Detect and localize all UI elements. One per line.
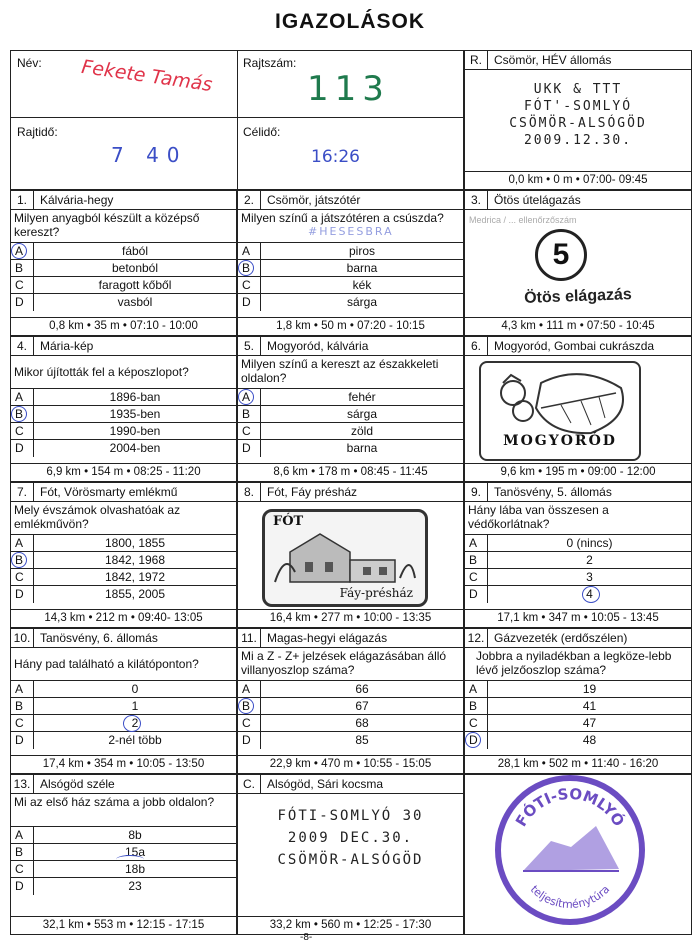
answer-row — [11, 585, 236, 603]
stamp-top-text: FÓT — [273, 514, 304, 529]
stamp-line: 2009.12.30. — [523, 133, 633, 148]
checkpoint-name: Alsógöd széle — [40, 777, 115, 791]
answer-text: kék — [260, 277, 463, 294]
answer-row — [465, 714, 691, 732]
answer-mark — [11, 406, 27, 422]
answer-letter: C — [15, 716, 24, 730]
checkpoint-name: Mária-kép — [40, 339, 94, 353]
answer-letter: C — [15, 278, 24, 292]
checkpoint-footer: 8,6 km • 178 m • 08:45 - 11:45 — [238, 463, 463, 481]
checkpoint-number: 2. — [238, 191, 261, 209]
answer-row — [465, 731, 691, 749]
answer-row — [11, 680, 236, 698]
checkpoint-number: 1. — [11, 191, 34, 209]
answer-letter: D — [15, 441, 24, 455]
answer-text: 4 — [487, 586, 691, 603]
question-text: Milyen anyagból készült a középső kereszt? — [14, 211, 200, 239]
answer-letter: D — [242, 295, 251, 309]
checkpoint-footer: 22,9 km • 470 m • 10:55 - 15:05 — [238, 755, 463, 773]
answer-letter: B — [15, 699, 24, 713]
answer-row — [238, 242, 463, 260]
pen-scribble: #HESESBRA — [308, 225, 394, 238]
celido-cell — [237, 117, 463, 189]
answer-letter: B — [242, 261, 251, 275]
answer-row — [238, 697, 463, 715]
answer-letter: B — [15, 845, 24, 859]
answer-text: 47 — [487, 715, 691, 732]
answer-letter: A — [15, 682, 24, 696]
checkpoint-number: 12. — [465, 629, 488, 647]
rajtszam-value: 113 — [307, 69, 390, 109]
answer-text: betonból — [33, 260, 236, 277]
checkpoint-12 — [464, 628, 692, 774]
mogyorod-stamp — [479, 361, 641, 461]
answer-letter: B — [15, 407, 24, 421]
checkpoint-footer: 33,2 km • 560 m • 12:25 - 17:30 — [238, 916, 463, 934]
svg-text:teljesítménytúra — [528, 883, 613, 911]
answer-text: fehér — [260, 389, 463, 406]
checkpoint-number: 4. — [11, 337, 34, 355]
rajtido-value: 7 40 — [111, 143, 188, 167]
rajtszam-label: Rajtszám: — [243, 56, 297, 70]
stamp-line: FÓT'-SOMLYÓ — [523, 99, 633, 114]
checkpoint-number: 6. — [465, 337, 488, 355]
answer-text: 18b — [33, 861, 236, 878]
answer-mark — [116, 855, 144, 864]
checkpoint-footer: 32,1 km • 553 m • 12:15 - 17:15 — [11, 916, 236, 934]
answer-row — [465, 568, 691, 586]
answer-letter: A — [469, 682, 478, 696]
answer-text: sárga — [260, 406, 463, 423]
checkpoint-footer: 1,8 km • 50 m • 07:20 - 10:15 — [238, 317, 463, 335]
answer-letter: D — [242, 441, 251, 455]
question-text: Mi a Z - Z+ jelzések elágazásában álló villanyoszlop száma? — [241, 649, 447, 677]
question-text: Milyen színű a játszótéren a csúszda? — [241, 211, 444, 225]
seal-graphic — [501, 781, 639, 919]
page-number: -8- — [300, 932, 313, 943]
checkpoint-number: C. — [238, 775, 261, 793]
answer-letter: C — [469, 716, 478, 730]
answer-row — [11, 439, 236, 457]
answer-row — [465, 585, 691, 603]
answer-text: fából — [33, 243, 236, 260]
checkpoint-number: 10. — [11, 629, 34, 647]
answer-text: 1935-ben — [33, 406, 236, 423]
checkpoint-name: Mogyoród, Gombai cukrászda — [494, 339, 655, 353]
foti-somlyo-seal — [495, 775, 645, 925]
stamp-line: CSÖMÖR-ALSÓGÖD — [509, 116, 647, 131]
rajtido-cell — [11, 117, 238, 189]
checkpoint-13 — [10, 774, 237, 935]
stamp-text: MOGYORÓD — [503, 433, 617, 449]
fay-preshaz-stamp — [262, 509, 428, 607]
checkpoint-number: 8. — [238, 483, 261, 501]
seal-bottom-text: teljesítménytúra — [527, 882, 613, 912]
answer-mark — [238, 389, 254, 405]
answer-text: 2004-ben — [33, 440, 236, 457]
checkpoint-name: Fót, Vörösmarty emlékmű — [40, 485, 178, 499]
answer-text: piros — [260, 243, 463, 260]
answer-row — [11, 731, 236, 749]
question-text: Mely évszámok olvashatóak az emlékművön? — [14, 503, 181, 531]
answer-text: 1800, 1855 — [33, 535, 236, 552]
checkpoint-6 — [464, 336, 692, 482]
stamp-text: Ötös elágazás — [523, 286, 633, 307]
answer-letter: D — [469, 733, 478, 747]
checkpoint-number: 5. — [238, 337, 261, 355]
answer-letter: C — [242, 424, 251, 438]
seal-box — [464, 774, 692, 935]
answer-text: zöld — [260, 423, 463, 440]
stamp-line: FÓTI-SOMLYÓ 30 — [277, 808, 424, 824]
answer-row — [11, 242, 236, 260]
answer-row — [11, 422, 236, 440]
stamp-bottom-text: Fáy-présház — [339, 586, 413, 600]
checkpoint-number: 3. — [465, 191, 488, 209]
answer-letter: A — [242, 390, 251, 404]
checkpoint-footer: 0,0 km • 0 m • 07:00- 09:45 — [465, 171, 691, 189]
checkpoint-3 — [464, 190, 692, 336]
number-stamp: 5 — [535, 229, 587, 281]
checkpoint-name: Tanösvény, 5. állomás — [494, 485, 612, 499]
checkpoint-name: Mogyoród, kálvária — [267, 339, 369, 353]
answer-text: 1842, 1972 — [33, 569, 236, 586]
answer-row — [11, 293, 236, 311]
stamp-line: 2009 DEC.30. — [287, 830, 414, 846]
answer-row — [11, 877, 236, 895]
answer-letter: D — [469, 587, 478, 601]
checkpoint-C — [237, 774, 464, 935]
answer-row — [238, 714, 463, 732]
checkpoint-name: Ötös útelágazás — [494, 193, 581, 207]
checkpoint-number: 7. — [11, 483, 34, 501]
checkpoint-name: Magas-hegyi elágazás — [267, 631, 388, 645]
answer-text: 15a — [33, 844, 236, 861]
answer-text: 0 (nincs) — [487, 535, 691, 552]
answer-letter: D — [15, 879, 24, 893]
answer-letter: A — [242, 244, 251, 258]
checkpoint-name: Alsógöd, Sári kocsma — [267, 777, 384, 791]
answer-mark — [465, 732, 481, 748]
checkpoint-footer: 0,8 km • 35 m • 07:10 - 10:00 — [11, 317, 236, 335]
answer-letter: C — [15, 862, 24, 876]
answer-row — [238, 405, 463, 423]
answer-letter: A — [242, 682, 251, 696]
answer-row — [11, 826, 236, 844]
answer-text: 48 — [487, 732, 691, 749]
start-stamp — [465, 81, 691, 149]
answer-mark — [582, 586, 600, 603]
answer-mark — [238, 260, 254, 276]
answer-row — [465, 697, 691, 715]
answer-letter: B — [469, 553, 478, 567]
answer-letter: B — [242, 699, 251, 713]
checkpoint-number: 11. — [238, 629, 261, 647]
checkpoint-R — [464, 50, 692, 190]
answer-mark — [11, 552, 27, 568]
checkpoint-8 — [237, 482, 464, 628]
answer-text: 2 — [487, 552, 691, 569]
checkpoint-2 — [237, 190, 464, 336]
answer-text: 19 — [487, 681, 691, 698]
checkpoint-sheet — [10, 50, 692, 935]
checkpoint-footer: 28,1 km • 502 m • 11:40 - 16:20 — [465, 755, 691, 773]
answer-text: 67 — [260, 698, 463, 715]
celido-value: 16:26 — [311, 147, 360, 167]
answer-letter: C — [15, 570, 24, 584]
answer-text: 1842, 1968 — [33, 552, 236, 569]
checkpoint-footer: 17,4 km • 354 m • 10:05 - 13:50 — [11, 755, 236, 773]
stamp-line: CSÖMÖR-ALSÓGÖD — [277, 852, 424, 868]
answer-letter: B — [469, 699, 478, 713]
answer-text: 85 — [260, 732, 463, 749]
checkpoint-footer: 6,9 km • 154 m • 08:25 - 11:20 — [11, 463, 236, 481]
checkpoint-name: Gázvezeték (erdőszélen) — [494, 631, 628, 645]
checkpoint-number: 13. — [11, 775, 34, 793]
answer-text: 8b — [33, 827, 236, 844]
answer-row — [11, 534, 236, 552]
question-text: Hány lába van összesen a védőkorlátnak? — [468, 503, 609, 531]
answer-letter: D — [15, 587, 24, 601]
answer-text: 1990-ben — [33, 423, 236, 440]
answer-text: 1896-ban — [33, 389, 236, 406]
answer-mark — [238, 698, 254, 714]
checkpoint-10 — [10, 628, 237, 774]
answer-row — [11, 568, 236, 586]
rajtszam-cell — [237, 51, 463, 118]
answer-text: 2 — [33, 715, 236, 732]
question-text: Hány pad található a kilátóponton? — [14, 657, 199, 671]
answer-mark — [11, 243, 27, 259]
answer-letter: B — [242, 407, 251, 421]
checkpoint-footer: 14,3 km • 212 m • 09:40- 13:05 — [11, 609, 236, 627]
answer-letter: C — [242, 716, 251, 730]
checkpoint-number: 9. — [465, 483, 488, 501]
answer-row — [238, 259, 463, 277]
answer-letter: A — [15, 536, 24, 550]
answer-row — [238, 680, 463, 698]
answer-text: sárga — [260, 294, 463, 311]
checkpoint-5 — [237, 336, 464, 482]
answer-row — [11, 276, 236, 294]
checkpoint-footer: 17,1 km • 347 m • 10:05 - 13:45 — [465, 609, 691, 627]
svg-text:FÓTI-SOMLYÓ — [512, 785, 629, 830]
answer-letter: B — [15, 553, 24, 567]
answer-row — [238, 422, 463, 440]
answer-letter: C — [469, 570, 478, 584]
answer-row — [11, 551, 236, 569]
checkpoint-1 — [10, 190, 237, 336]
checkpoint-name: Tanösvény, 6. állomás — [40, 631, 158, 645]
answer-letter: D — [242, 733, 251, 747]
answer-text: 23 — [33, 878, 236, 895]
answer-row — [11, 259, 236, 277]
answer-text: 3 — [487, 569, 691, 586]
checkpoint-footer: 16,4 km • 277 m • 10:00 - 13:35 — [238, 609, 463, 627]
answer-letter: D — [15, 733, 24, 747]
checkpoint-name: Kálvária-hegy — [40, 193, 114, 207]
answer-row — [238, 439, 463, 457]
checkpoint-name: Csömör, HÉV állomás — [494, 53, 612, 67]
name-label: Név: — [17, 56, 42, 70]
answer-letter: A — [469, 536, 478, 550]
answer-row — [238, 388, 463, 406]
participant-box — [10, 50, 464, 190]
answer-text: 68 — [260, 715, 463, 732]
checkpoint-name: Fót, Fáy présház — [267, 485, 358, 499]
answer-text: barna — [260, 440, 463, 457]
name-cell — [11, 51, 238, 118]
answer-row — [238, 276, 463, 294]
question-text: Milyen színű a kereszt az északkeleti oldalon? — [241, 357, 439, 385]
answer-text: 41 — [487, 698, 691, 715]
answer-text: 66 — [260, 681, 463, 698]
seal-top-text: FÓTI-SOMLYÓ — [511, 784, 628, 830]
faint-print: Medrica / ... ellenőrzőszám — [469, 215, 577, 225]
answer-row — [11, 697, 236, 715]
checkpoint-number: R. — [465, 51, 488, 69]
answer-letter: C — [242, 278, 251, 292]
answer-text: vasból — [33, 294, 236, 311]
answer-text: barna — [260, 260, 463, 277]
answer-letter: B — [15, 261, 24, 275]
page-title: IGAZOLÁSOK — [275, 10, 425, 33]
answer-letter: A — [15, 828, 24, 842]
celido-label: Célidő: — [243, 125, 281, 139]
answer-row — [465, 534, 691, 552]
answer-text: 1 — [33, 698, 236, 715]
question-text: Mi az első ház száma a jobb oldalon? — [14, 795, 215, 809]
answer-row — [238, 731, 463, 749]
checkpoint-footer: 4,3 km • 111 m • 07:50 - 10:45 — [465, 317, 691, 335]
answer-text: 0 — [33, 681, 236, 698]
answer-letter: C — [15, 424, 24, 438]
finish-stamp — [238, 805, 463, 871]
answer-row — [11, 388, 236, 406]
name-value: Fekete Tamás — [80, 55, 214, 97]
answer-row — [465, 551, 691, 569]
checkpoint-name: Csömör, játszótér — [267, 193, 361, 207]
answer-letter: D — [15, 295, 24, 309]
stamp-line: UKK & TTT — [533, 82, 623, 97]
answer-mark — [123, 715, 141, 732]
answer-row — [11, 405, 236, 423]
question-text: Mikor újították fel a képoszlopot? — [14, 365, 189, 379]
answer-letter: A — [15, 244, 24, 258]
checkpoint-7 — [10, 482, 237, 628]
rajtido-label: Rajtidő: — [17, 125, 58, 139]
question-text: Jobbra a nyiladékban a legköze-lebb lévő jelzőoszlop száma? — [476, 649, 672, 677]
answer-text: faragott kőből — [33, 277, 236, 294]
checkpoint-9 — [464, 482, 692, 628]
checkpoint-4 — [10, 336, 237, 482]
answer-row — [465, 680, 691, 698]
checkpoint-11 — [237, 628, 464, 774]
answer-row — [238, 293, 463, 311]
checkpoint-footer: 9,6 km • 195 m • 09:00 - 12:00 — [465, 463, 691, 481]
answer-text: 1855, 2005 — [33, 586, 236, 603]
answer-letter: A — [15, 390, 24, 404]
answer-text: 2-nél több — [33, 732, 236, 749]
